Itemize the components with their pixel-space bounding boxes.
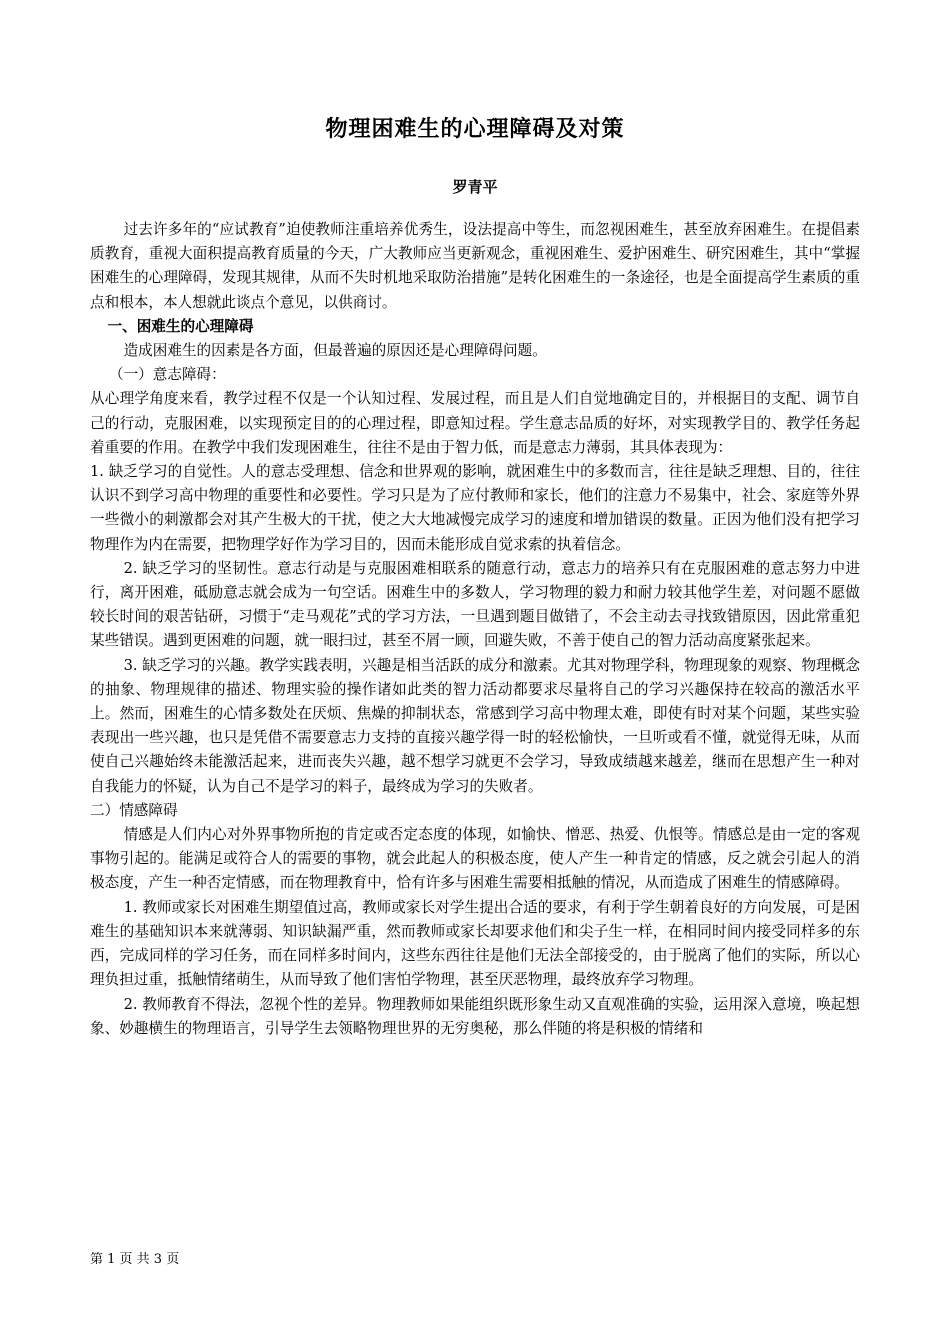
list-item: 2. 缺乏学习的坚韧性。意志行动是与克服困难相联系的随意行动，意志力的培养只有在克服困难的意志努力中进行，离开困难，砥励意志就会成为一句空话。困难生中的多数人，学习物理的毅力和耐力较其他学生差，对问题不愿做较长时间的艰苦钻研，习惯于“走马观花”式的学习方法，一旦遇到题目做错了，不会主动去寻找致错原因，因此常重犯某些错误。遇到更困难的问题，就一眼扫过，甚至不屑一顾，回避失败，不善于使自己的智力活动高度紧张起来。 — [90, 559, 860, 650]
author-name: 罗青平 — [452, 178, 498, 196]
intro-paragraph: 过去许多年的“应试教育”迫使教师注重培养优秀生，设法提高中等生，而忽视困难生，甚至放弃困难生。在提倡素质教育，重视大面积提高教育质量的今天，广大教师应当更新观念，重视困难生、爱护困难生、研究困难生，其中“掌握困难生的心理障碍，发现其规律，从而不失时机地采取防治措施”是转化困难生的一条途径，也是全面提高学生素质的重点和根本，本人想就此谈点个意见，以供商讨。 — [90, 221, 860, 311]
list-item: 1. 教师或家长对困难生期望值过高，教师或家长对学生提出合适的要求，有利于学生朝着良好的方向发展，可是困难生的基础知识本来就薄弱、知识缺漏严重，然而教师或家长却要求他们和尖子生一样，在相同时间内接受同样多的东西，完成同样的学习任务，而在同样多时间内，这些东西往往是他们无法全部接受的，由于脱离了他们的实际，所以心理负担过重，抵触情绪萌生，从而导致了他们害怕学物理，甚至厌恶物理，最终放弃学习物理。 — [90, 898, 860, 989]
page-footer: 第 1 页 共 3 页 — [90, 1252, 180, 1267]
section-heading: 一、困难生的心理障碍 — [107, 317, 254, 335]
list-item: 2. 教师教育不得法，忽视个性的差异。物理教师如果能组织既形象生动又直观准确的实验，运用深入意境，唤起想象、妙趣横生的物理语言，引导学生去领略物理世界的无穷奥秘，那么伴随的将是积极的情绪和 — [90, 995, 860, 1037]
list-item: 3. 缺乏学习的兴趣。教学实践表明，兴趣是相当活跃的成分和激素。尤其对物理学科，物理现象的观察、物理概念的抽象、物理规律的描述、物理实验的操作诸如此类的智力活动都要求尽量将自己的学习兴趣保持在较高的激活水平上。然而，困难生的心情多数处在厌烦、焦燥的抑制状态，常感到学习高中物理太难，即使有时对某个问题，某些实验表现出一些兴趣，也只是凭借不需要意志力支持的直接兴趣学得一时的轻松愉快，一旦听或看不懂，就觉得无味，从而使自己兴趣始终未能激活起来，进而丧失兴趣，越不想学习就更不会学习，导致成绩越来越差，继而在思想产生一种对自我能力的怀疑，认为自己不是学习的料子，最终成为学习的失败者。 — [90, 656, 860, 795]
section-intro: 造成困难生的因素是各方面，但最普遍的原因还是心理障碍问题。 — [123, 342, 547, 360]
list-item: 1. 缺乏学习的自觉性。人的意志受理想、信念和世界观的影响，就困难生中的多数而言，往往是缺乏理想、目的，往往认识不到学习高中物理的重要性和必要性。学习只是为了应付教师和家长，他们的注意力不易集中，社会、家庭等外界一些微小的刺激都会对其产生极大的干扰，使之大大地减慢完成学习的速度和增加错误的数量。正因为他们没有把学习物理作为内在需要，把物理学好作为学习目的，因而未能形成自觉求索的执着信念。 — [90, 463, 860, 553]
document-title: 物理困难生的心理障碍及对策 — [325, 116, 625, 142]
document-body — [90, 218, 860, 1041]
subsection-intro: 情感是人们内心对外界事物所抱的肯定或否定态度的体现，如愉快、憎恶、热爱、仇恨等。情感总是由一定的客观事物引起的。能满足或符合人的需要的事物，就会此起人的积极态度，使人产生一种肯定的情感，反之就会引起人的消极态度，产生一种否定情感，而在物理教育中，恰有许多与困难生需要相抵触的情况，从而造成了困难生的情感障碍。 — [90, 826, 860, 892]
subsection-heading: 二）情感障碍 — [90, 801, 178, 819]
subsection-intro: 从心理学角度来看，教学过程不仅是一个认知过程、发展过程，而且是人们自觉地确定目的，并根据目的支配、调节自己的行动，克服困难，以实现预定目的的心理过程，即意知过程。学生意志品质的好坏，对实现教学目的、教学任务起着重要的作用。在教学中我们发现困难生，往往不是由于智力低，而是意志力薄弱，其具体表现为： — [90, 390, 860, 456]
subsection-heading: （一）意志障碍： — [108, 366, 226, 384]
